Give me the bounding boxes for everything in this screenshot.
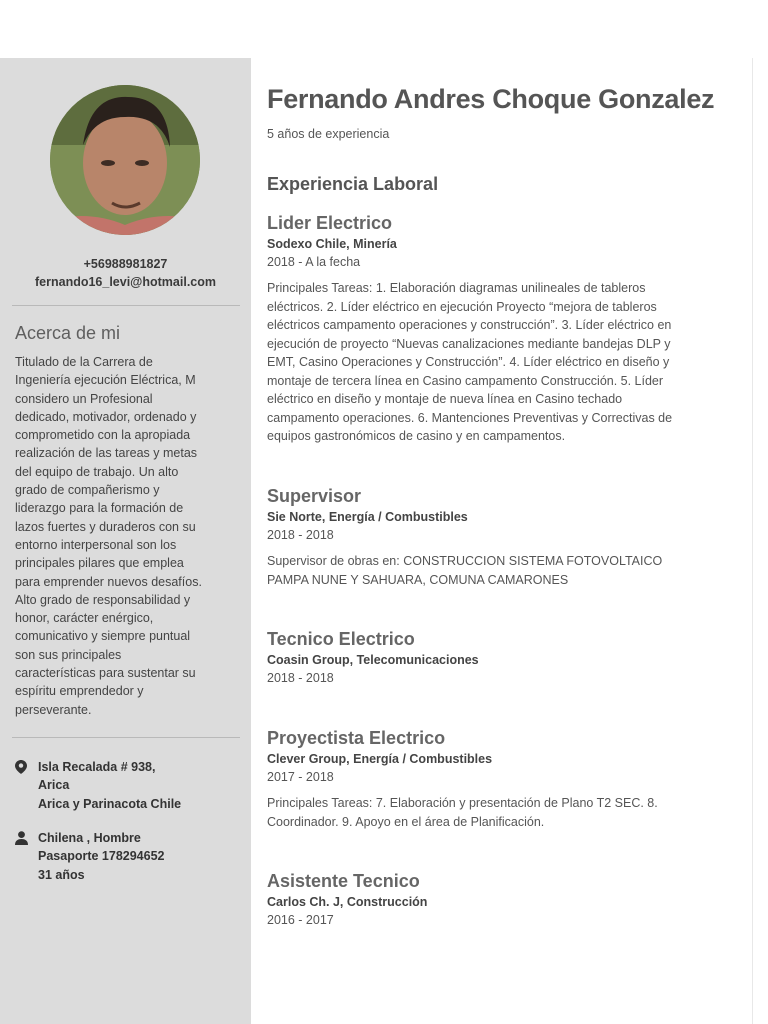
about-title: Acerca de mi <box>15 323 121 343</box>
map-pin-icon <box>15 758 38 813</box>
job-entry <box>267 870 697 929</box>
sidebar <box>0 58 251 1024</box>
phone-number: +56988981827 <box>83 257 168 271</box>
job-description: Supervisor de obras en: CONSTRUCCION SISTEMA FOTOVOLTAICO PAMPA NUNE Y SAHUARA, COMUNA CAMARONES <box>267 554 663 587</box>
job-description: Principales Tareas: 1. Elaboración diagramas unilineales de tableros eléctricos. 2. Líder eléctrico en ejecución Proyecto “mejora de tableros eléctricos campamento operaciones y construcción”. 3. Líder eléctrico en ejecución de proyecto “Nuevas canalizaciones mediante bandejas DLP y EMT, Casino Operaciones y Construcción”. 4. Líder eléctrico en diseño y montaje de tercera línea en Casino campamento Construcción. 5. Líder eléctrico en diseño y montaje de nueva línea en Casino techado campamento operaciones. 6. Mantenciones Preventivas y Correctivas de equipos gastronómicos de casino y en campamentos. <box>267 281 673 443</box>
job-title: Proyectista Electrico <box>267 728 446 748</box>
candidate-name: Fernando Andres Choque Gonzalez <box>267 84 715 114</box>
job-title: Lider Electrico <box>267 213 393 233</box>
job-dates: 2018 - A la fecha <box>267 255 361 269</box>
about-text: Titulado de la Carrera de Ingeniería ejecución Eléctrica, M considero un Profesional dedicado, motivador, ordenado y comprometido con la apropiada realización de las tareas y metas del equipo de trabajo. Un alto grado de compañerismo y liderazgo para la formación de lazos fuertes y duraderos con su entorno interpersonal son los principales pilares que emplea para emprender nuevos desafíos. Alto grado de responsabilidad y honor, carácter enérgico, comunicativo y siempre puntual son sus principales características para sustentar su espíritu emprendedor y perseverante. <box>15 355 202 717</box>
job-company: Carlos Ch. J, Construcción <box>267 895 428 909</box>
job-company: Sie Norte, Energía / Combustibles <box>267 510 468 524</box>
job-company: Clever Group, Energía / Combustibles <box>267 752 493 766</box>
job-entry <box>267 212 697 446</box>
nationality-gender: Chilena , Hombre <box>38 831 141 845</box>
address-line-1: Isla Recalada # 938, <box>38 760 156 774</box>
experience-section-title: Experiencia Laboral <box>267 174 439 194</box>
address-line-3: Arica y Parinacota Chile <box>38 796 182 811</box>
job-entry <box>267 485 697 589</box>
divider <box>12 737 240 738</box>
person-icon <box>15 829 38 884</box>
job-dates: 2017 - 2018 <box>267 770 334 784</box>
location-block <box>15 758 240 813</box>
job-dates: 2016 - 2017 <box>267 913 334 927</box>
job-title: Supervisor <box>267 486 362 506</box>
passport: Pasaporte 178294652 <box>38 849 165 864</box>
job-dates: 2018 - 2018 <box>267 528 334 542</box>
main-border <box>752 58 753 1024</box>
personal-block <box>15 829 240 884</box>
job-company: Sodexo Chile, Minería <box>267 237 397 251</box>
job-company: Coasin Group, Telecomunicaciones <box>267 653 479 667</box>
job-dates: 2018 - 2018 <box>267 671 334 685</box>
address-line-2: Arica <box>38 778 70 793</box>
email-address: fernando16_levi@hotmail.com <box>35 275 216 289</box>
job-entry <box>267 727 697 831</box>
experience-years: 5 años de experiencia <box>267 127 390 141</box>
job-title: Asistente Tecnico <box>267 871 420 891</box>
contact-block <box>0 255 251 291</box>
avatar-image <box>50 85 200 235</box>
job-title: Tecnico Electrico <box>267 629 415 649</box>
job-entry <box>267 628 697 687</box>
age: 31 años <box>38 867 85 882</box>
avatar <box>50 85 200 235</box>
divider <box>12 305 240 306</box>
job-description: Principales Tareas: 7. Elaboración y presentación de Plano T2 SEC. 8. Coordinador. 9. Apoyo en el área de Planificación. <box>267 796 658 829</box>
